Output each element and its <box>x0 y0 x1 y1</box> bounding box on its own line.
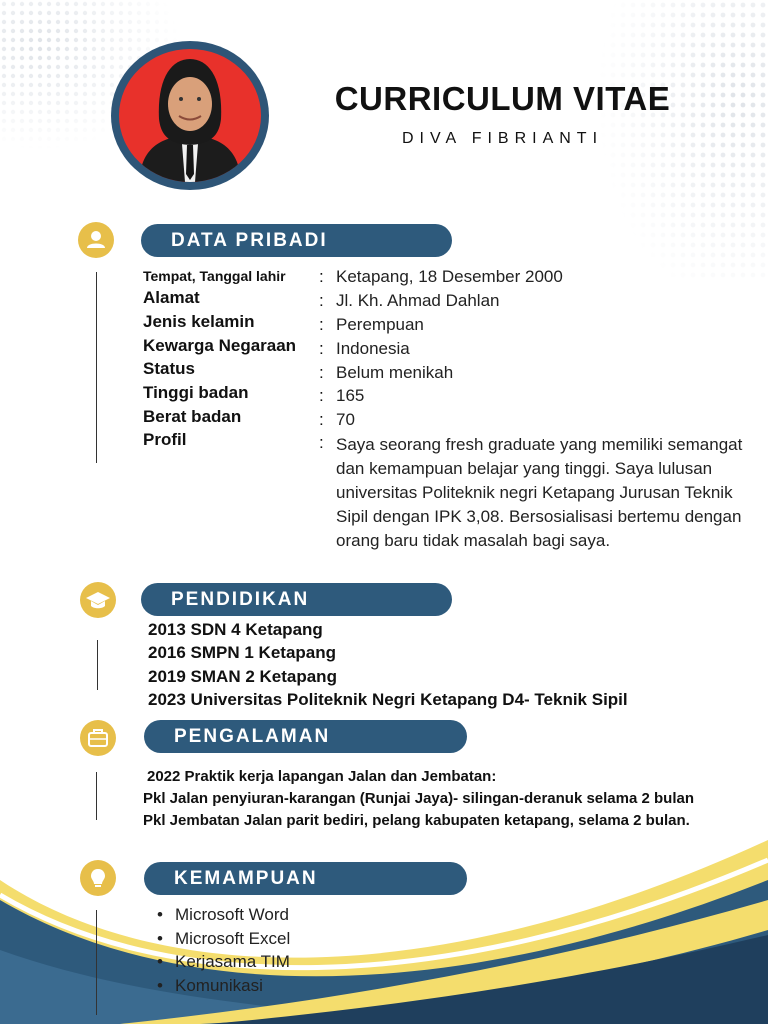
education-item: 2013 SDN 4 Ketapang <box>148 620 323 639</box>
timeline-line <box>96 772 97 820</box>
label-nationality: Kewarga Negaraan <box>143 336 297 355</box>
colon: : <box>319 410 324 429</box>
section-header-education: PENDIDIKAN <box>141 583 452 616</box>
colon: : <box>319 386 324 405</box>
education-item: 2023 Universitas Politeknik Negri Ketapang D4- Teknik Sipil <box>148 690 628 709</box>
value-status: Belum menikah <box>336 363 454 382</box>
timeline-line <box>96 910 97 1015</box>
value-profile: Saya seorang fresh graduate yang memiliki semangat dan kemampuan belajar yang tinggi. Saya lulusan universitas Politeknik negri Ketapang Jurusan Teknik Sipil dengan IPK 3,08. Bersosialisasi bertemu dengan orang baru tidak masalah bagi saya. <box>336 435 743 550</box>
value-weight: 70 <box>336 410 355 429</box>
skills-list <box>157 903 290 997</box>
candidate-name: DIVA FIBRIANTI <box>401 130 604 147</box>
experience-item: Pkl Jalan penyiuran-karangan (Runjai Jaya)- silingan-deranuk selama 2 bulan <box>143 790 695 807</box>
colon: : <box>319 363 324 382</box>
lightbulb-icon <box>80 860 116 896</box>
education-item: 2019 SMAN 2 Ketapang <box>148 667 337 686</box>
colon: : <box>319 267 324 286</box>
graduation-cap-icon <box>80 582 116 618</box>
label-profile: Profil <box>143 430 187 449</box>
value-birth: Ketapang, 18 Desember 2000 <box>336 267 563 286</box>
label-status: Status <box>143 359 195 378</box>
colon: : <box>319 339 324 358</box>
experience-item: 2022 Praktik kerja lapangan Jalan dan Jembatan: <box>147 768 497 785</box>
skill-item: • Microsoft Excel <box>157 927 290 951</box>
timeline-line <box>96 272 97 463</box>
value-address: Jl. Kh. Ahmad Dahlan <box>336 291 500 310</box>
briefcase-icon <box>80 720 116 756</box>
value-height: 165 <box>336 386 365 405</box>
timeline-line <box>97 640 98 690</box>
skill-item: • Komunikasi <box>157 974 290 998</box>
skill-item: • Kerjasama TIM <box>157 950 290 974</box>
section-header-personal: DATA PRIBADI <box>141 224 452 257</box>
profile-photo-frame <box>111 41 269 190</box>
colon: : <box>319 315 324 334</box>
profile-photo <box>119 49 261 182</box>
skill-item: • Microsoft Word <box>157 903 290 927</box>
value-nationality: Indonesia <box>336 339 410 358</box>
label-height: Tinggi badan <box>143 383 249 402</box>
colon: : <box>319 433 324 452</box>
label-birth: Tempat, Tanggal lahir <box>143 268 286 284</box>
section-header-skills: KEMAMPUAN <box>144 862 467 895</box>
user-icon <box>78 222 114 258</box>
colon: : <box>319 291 324 310</box>
value-gender: Perempuan <box>336 315 424 334</box>
page-title: CURRICULUM VITAE <box>334 80 671 117</box>
section-header-experience: PENGALAMAN <box>144 720 467 753</box>
education-item: 2016 SMPN 1 Ketapang <box>148 643 337 662</box>
experience-item: Pkl Jembatan Jalan parit bediri, pelang kabupaten ketapang, selama 2 bulan. <box>143 812 690 829</box>
label-gender: Jenis kelamin <box>143 312 255 331</box>
label-weight: Berat badan <box>143 407 242 426</box>
label-address: Alamat <box>143 288 200 307</box>
